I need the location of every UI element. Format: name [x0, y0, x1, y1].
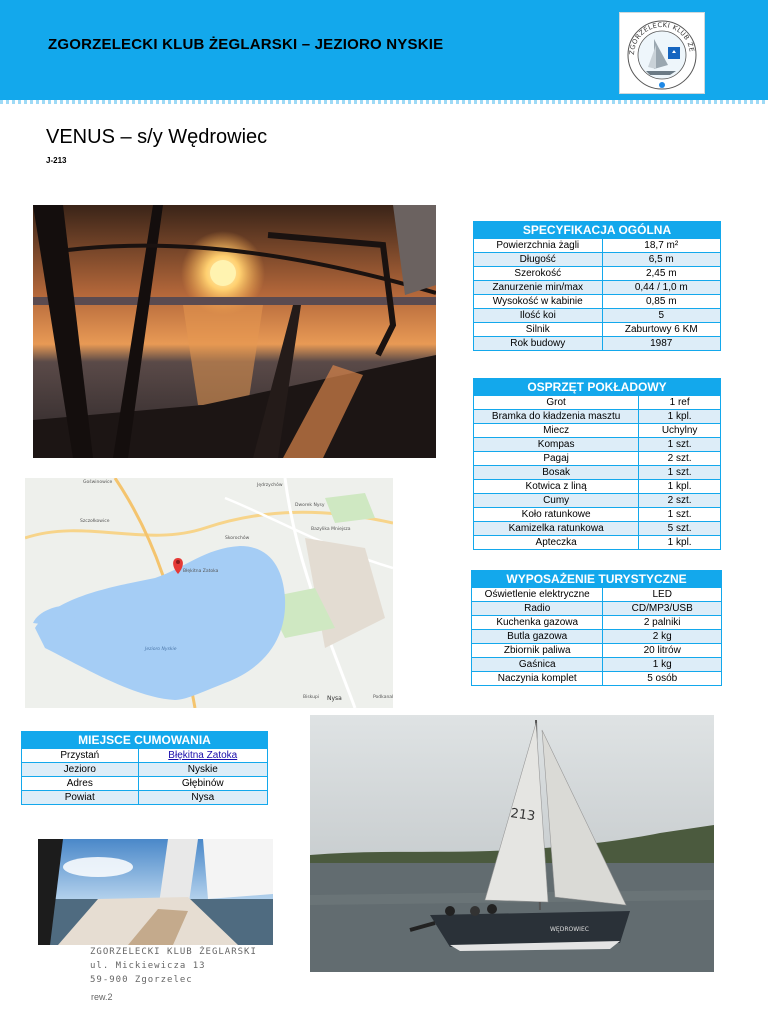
table-cell: 1987 [602, 337, 721, 351]
table-row [474, 396, 721, 410]
table-cell: 1 kpl. [639, 480, 721, 494]
table-cell: Kompas [474, 438, 639, 452]
sailboat-photo [310, 715, 714, 972]
table-cell: 5 szt. [639, 522, 721, 536]
boat-title: VENUS – s/y Wędrowiec [46, 126, 268, 148]
table-cell: Apteczka [474, 536, 639, 550]
table-cell: 1 kpl. [639, 410, 721, 424]
table-row [474, 281, 721, 295]
map-label: Biskupi [303, 695, 320, 700]
table-cell: Silnik [474, 323, 603, 337]
table-cell: Naczynia komplet [472, 672, 603, 686]
table-cell: Wysokość w kabinie [474, 295, 603, 309]
table-cell: 1 szt. [639, 438, 721, 452]
header-stripe [0, 100, 768, 104]
mooring-table [21, 731, 268, 805]
map-label: Nysa [327, 695, 342, 702]
table-cell: Ilość koi [474, 309, 603, 323]
table-cell: Bramka do kładzenia masztu [474, 410, 639, 424]
table-cell: Kamizelka ratunkowa [474, 522, 639, 536]
table-cell: Butla gazowa [472, 630, 603, 644]
table-cell: 1 szt. [639, 508, 721, 522]
club-address [90, 945, 257, 987]
table-cell: Zaburtowy 6 KM [602, 323, 721, 337]
table-cell: Szerokość [474, 267, 603, 281]
table-row [474, 494, 721, 508]
table-row [22, 791, 268, 805]
table-cell [138, 749, 267, 763]
deck-equipment-table [473, 378, 721, 550]
table-cell: 2 szt. [639, 494, 721, 508]
table-row [22, 777, 268, 791]
table-cell: Kotwica z liną [474, 480, 639, 494]
table-row [474, 410, 721, 424]
table-row [472, 658, 722, 672]
table-cell: Koło ratunkowe [474, 508, 639, 522]
table-cell: Miecz [474, 424, 639, 438]
table-row [472, 672, 722, 686]
table-cell: 1 ref [639, 396, 721, 410]
table-cell: Nyskie [138, 763, 267, 777]
table-row [472, 644, 722, 658]
table-cell: 20 litrów [603, 644, 722, 658]
address-line: 59-900 Zgorzelec [90, 975, 193, 985]
table-cell: Oświetlenie elektryczne [472, 588, 603, 602]
map-label: Błękitna Zatoka [183, 569, 219, 574]
boat-name-on-hull: WĘDROWIEC [550, 926, 589, 933]
tour-table-title: WYPOSAŻENIE TURYSTYCZNE [472, 571, 722, 588]
table-cell: Powiat [22, 791, 139, 805]
table-cell: Adres [22, 777, 139, 791]
deck-table-title: OSPRZĘT POKŁADOWY [474, 379, 721, 396]
table-row [474, 480, 721, 494]
address-line: ZGORZELECKI KLUB ŻEGLARSKI [90, 947, 257, 957]
tourist-equipment-table [471, 570, 722, 686]
table-cell: Długość [474, 253, 603, 267]
table-cell: Nysa [138, 791, 267, 805]
table-row [474, 267, 721, 281]
table-row [474, 466, 721, 480]
table-cell: 2 kg [603, 630, 722, 644]
table-row [472, 602, 722, 616]
table-cell: CD/MP3/USB [603, 602, 722, 616]
table-cell: 5 [602, 309, 721, 323]
marina-link[interactable]: Błękitna Zatoka [168, 750, 238, 761]
map-label: Jezioro Nyskie [145, 647, 177, 652]
table-cell: 1 szt. [639, 466, 721, 480]
table-cell: Przystań [22, 749, 139, 763]
table-row [472, 616, 722, 630]
table-row [474, 309, 721, 323]
table-row [474, 239, 721, 253]
table-cell: Kuchenka gazowa [472, 616, 603, 630]
table-cell: 2 szt. [639, 452, 721, 466]
map-label: Szczołkowice [80, 519, 110, 524]
location-map [25, 478, 393, 708]
map-label: Goświnowice [83, 480, 113, 485]
table-cell: Rok budowy [474, 337, 603, 351]
mooring-table-title: MIEJSCE CUMOWANIA [22, 732, 268, 749]
table-row [472, 588, 722, 602]
revision-label: rew.2 [91, 992, 113, 1002]
registration-number: J-213 [46, 156, 67, 165]
table-row [474, 295, 721, 309]
table-row [474, 424, 721, 438]
table-row [474, 253, 721, 267]
table-row [474, 438, 721, 452]
table-cell: 5 osób [603, 672, 722, 686]
table-row [22, 763, 268, 777]
table-row [474, 536, 721, 550]
sail-number: 213 [509, 806, 537, 825]
table-cell: 1 kpl. [639, 536, 721, 550]
table-row [474, 337, 721, 351]
map-label: Dworek Nysy [295, 503, 325, 508]
table-cell: Jezioro [22, 763, 139, 777]
map-label: Bazylika Mniejsza [311, 527, 351, 532]
table-row [474, 522, 721, 536]
table-cell: Zanurzenie min/max [474, 281, 603, 295]
table-cell: LED [603, 588, 722, 602]
table-cell: Zbiornik paliwa [472, 644, 603, 658]
table-cell: Powierzchnia żagli [474, 239, 603, 253]
table-cell: Pagaj [474, 452, 639, 466]
table-cell: Bosak [474, 466, 639, 480]
table-row [474, 323, 721, 337]
address-line: ul. Mickiewicza 13 [90, 961, 206, 971]
table-row [474, 452, 721, 466]
table-cell: Uchylny [639, 424, 721, 438]
table-row [474, 508, 721, 522]
table-row [472, 630, 722, 644]
spec-table-title: SPECYFIKACJA OGÓLNA [474, 222, 721, 239]
table-row [22, 749, 268, 763]
table-cell: 2,45 m [602, 267, 721, 281]
table-cell: 18,7 m² [602, 239, 721, 253]
table-cell: 1 kg [603, 658, 722, 672]
logo-text: ZGORZELECKI KLUB ŻE [627, 20, 696, 56]
table-cell: Cumy [474, 494, 639, 508]
table-cell: 2 palniki [603, 616, 722, 630]
map-label: Podkanal [373, 695, 393, 700]
sunset-photo [33, 205, 436, 458]
table-cell: Radio [472, 602, 603, 616]
map-label: Skorochów [225, 536, 250, 541]
table-cell: 0,44 / 1,0 m [602, 281, 721, 295]
table-cell: Gaśnica [472, 658, 603, 672]
table-cell: 0,85 m [602, 295, 721, 309]
table-cell: Głębinów [138, 777, 267, 791]
club-title: ZGORZELECKI KLUB ŻEGLARSKI – JEZIORO NYSKIE [48, 36, 444, 53]
club-logo [619, 12, 705, 94]
spec-table [473, 221, 721, 351]
map-label: Jędrzychów [257, 483, 283, 488]
table-cell: 6,5 m [602, 253, 721, 267]
deck-photo [38, 839, 273, 945]
table-cell: Grot [474, 396, 639, 410]
